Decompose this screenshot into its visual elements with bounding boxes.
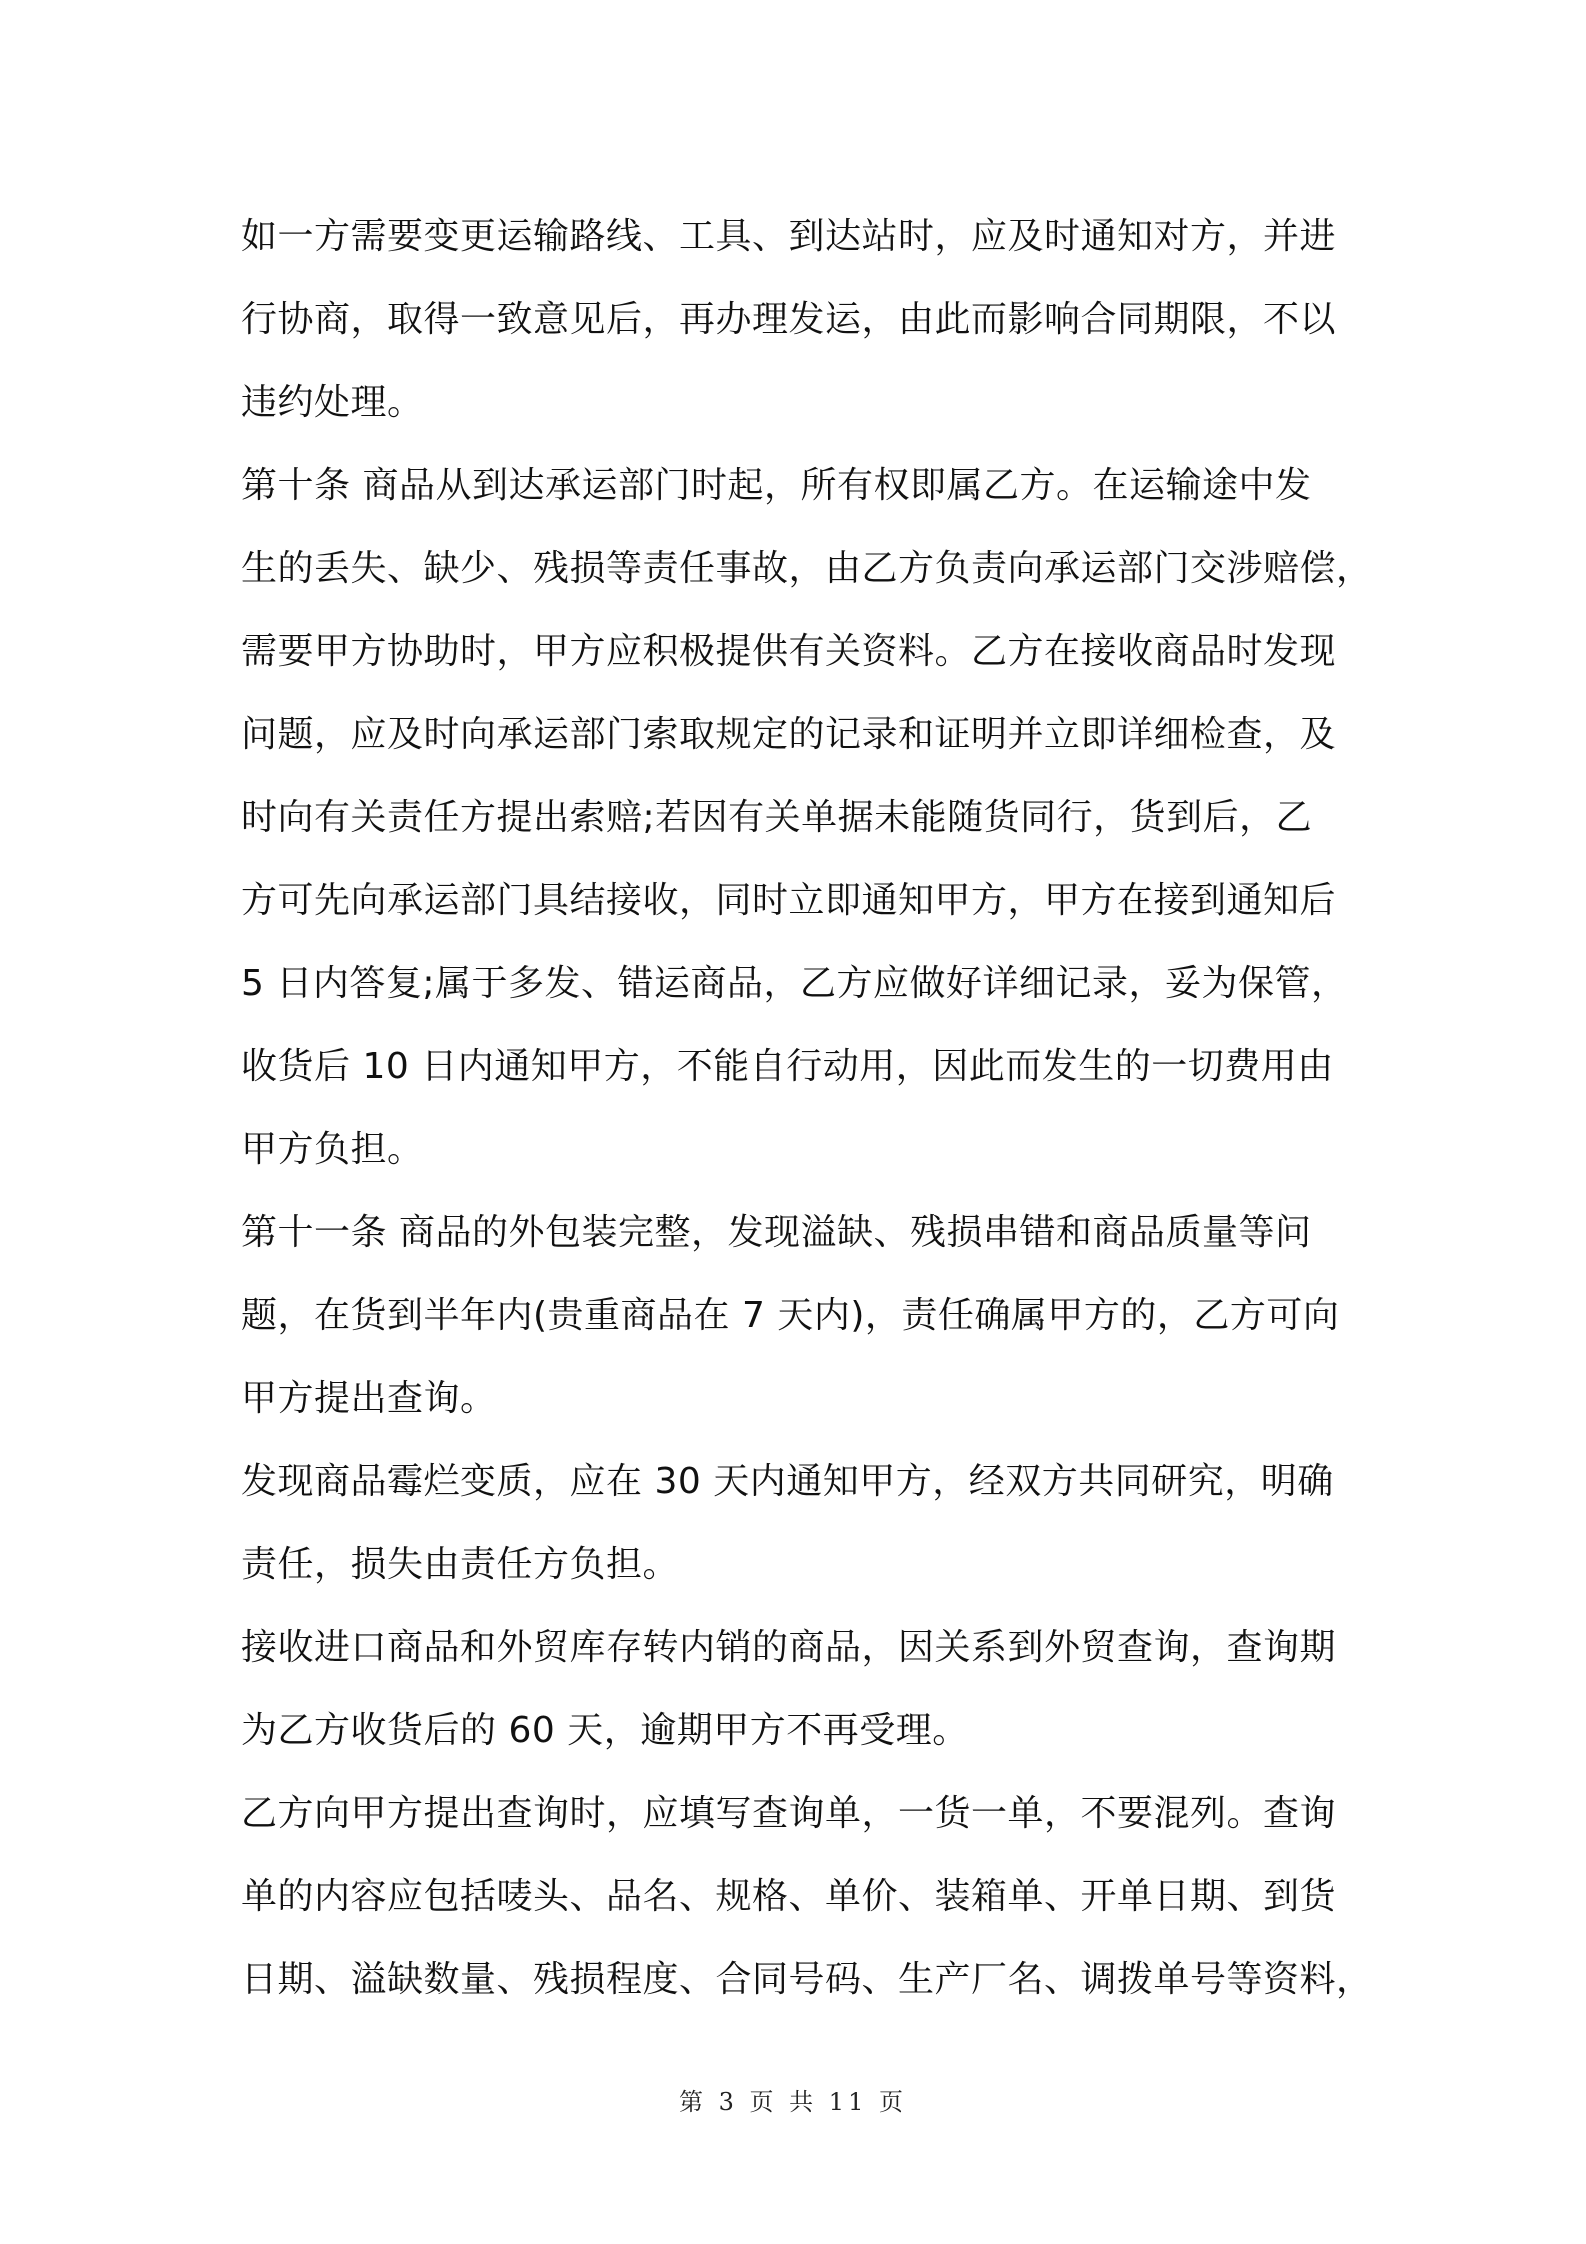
text-line: 需要甲方协助时，甲方应积极提供有关资料。乙方在接收商品时发现 (241, 631, 1337, 672)
text-line: 为乙方收货后的 60 天，逾期甲方不再受理。 (241, 1710, 969, 1751)
text-line: 生的丢失、缺少、残损等责任事故，由乙方负责向承运部门交涉赔偿， (241, 548, 1373, 589)
text-line: 乙方向甲方提出查询时，应填写查询单，一货一单，不要混列。查询 (241, 1793, 1337, 1834)
text-line: 甲方提出查询。 (241, 1378, 497, 1419)
text-line: 时向有关责任方提出索赔;若因有关单据未能随货同行，货到后，乙 (241, 797, 1313, 838)
body-text (241, 195, 1373, 2021)
text-line: 如一方需要变更运输路线、工具、到达站时，应及时通知对方，并进 (241, 216, 1337, 257)
text-line: 5 日内答复;属于多发、错运商品，乙方应做好详细记录，妥为保管， (241, 963, 1348, 1004)
text-line: 问题，应及时向承运部门索取规定的记录和证明并立即详细检查，及 (241, 714, 1337, 755)
text-line: 发现商品霉烂变质，应在 30 天内通知甲方，经双方共同研究，明确 (241, 1461, 1334, 1502)
text-line: 第十条 商品从到达承运部门时起，所有权即属乙方。在运输途中发 (241, 465, 1312, 506)
text-line: 收货后 10 日内通知甲方，不能自行动用，因此而发生的一切费用由 (241, 1046, 1334, 1087)
text-line: 第十一条 商品的外包装完整，发现溢缺、残损串错和商品质量等问 (241, 1212, 1312, 1253)
text-line: 甲方负担。 (241, 1129, 424, 1170)
text-line: 接收进口商品和外贸库存转内销的商品，因关系到外贸查询，查询期 (241, 1627, 1337, 1668)
text-line: 责任，损失由责任方负担。 (241, 1544, 680, 1585)
page-footer: 第 3 页 共 11 页 (679, 2088, 907, 2116)
text-line: 行协商，取得一致意见后，再办理发运，由此而影响合同期限，不以 (241, 299, 1337, 340)
text-line: 违约处理。 (241, 382, 424, 423)
text-line: 方可先向承运部门具结接收，同时立即通知甲方，甲方在接到通知后 (241, 880, 1337, 921)
text-line: 题，在货到半年内(贵重商品在 7 天内)，责任确属甲方的，乙方可向 (241, 1295, 1340, 1336)
text-line: 日期、溢缺数量、残损程度、合同号码、生产厂名、调拨单号等资料， (241, 1959, 1373, 2000)
text-line: 单的内容应包括唛头、品名、规格、单价、装箱单、开单日期、到货 (241, 1876, 1337, 1917)
